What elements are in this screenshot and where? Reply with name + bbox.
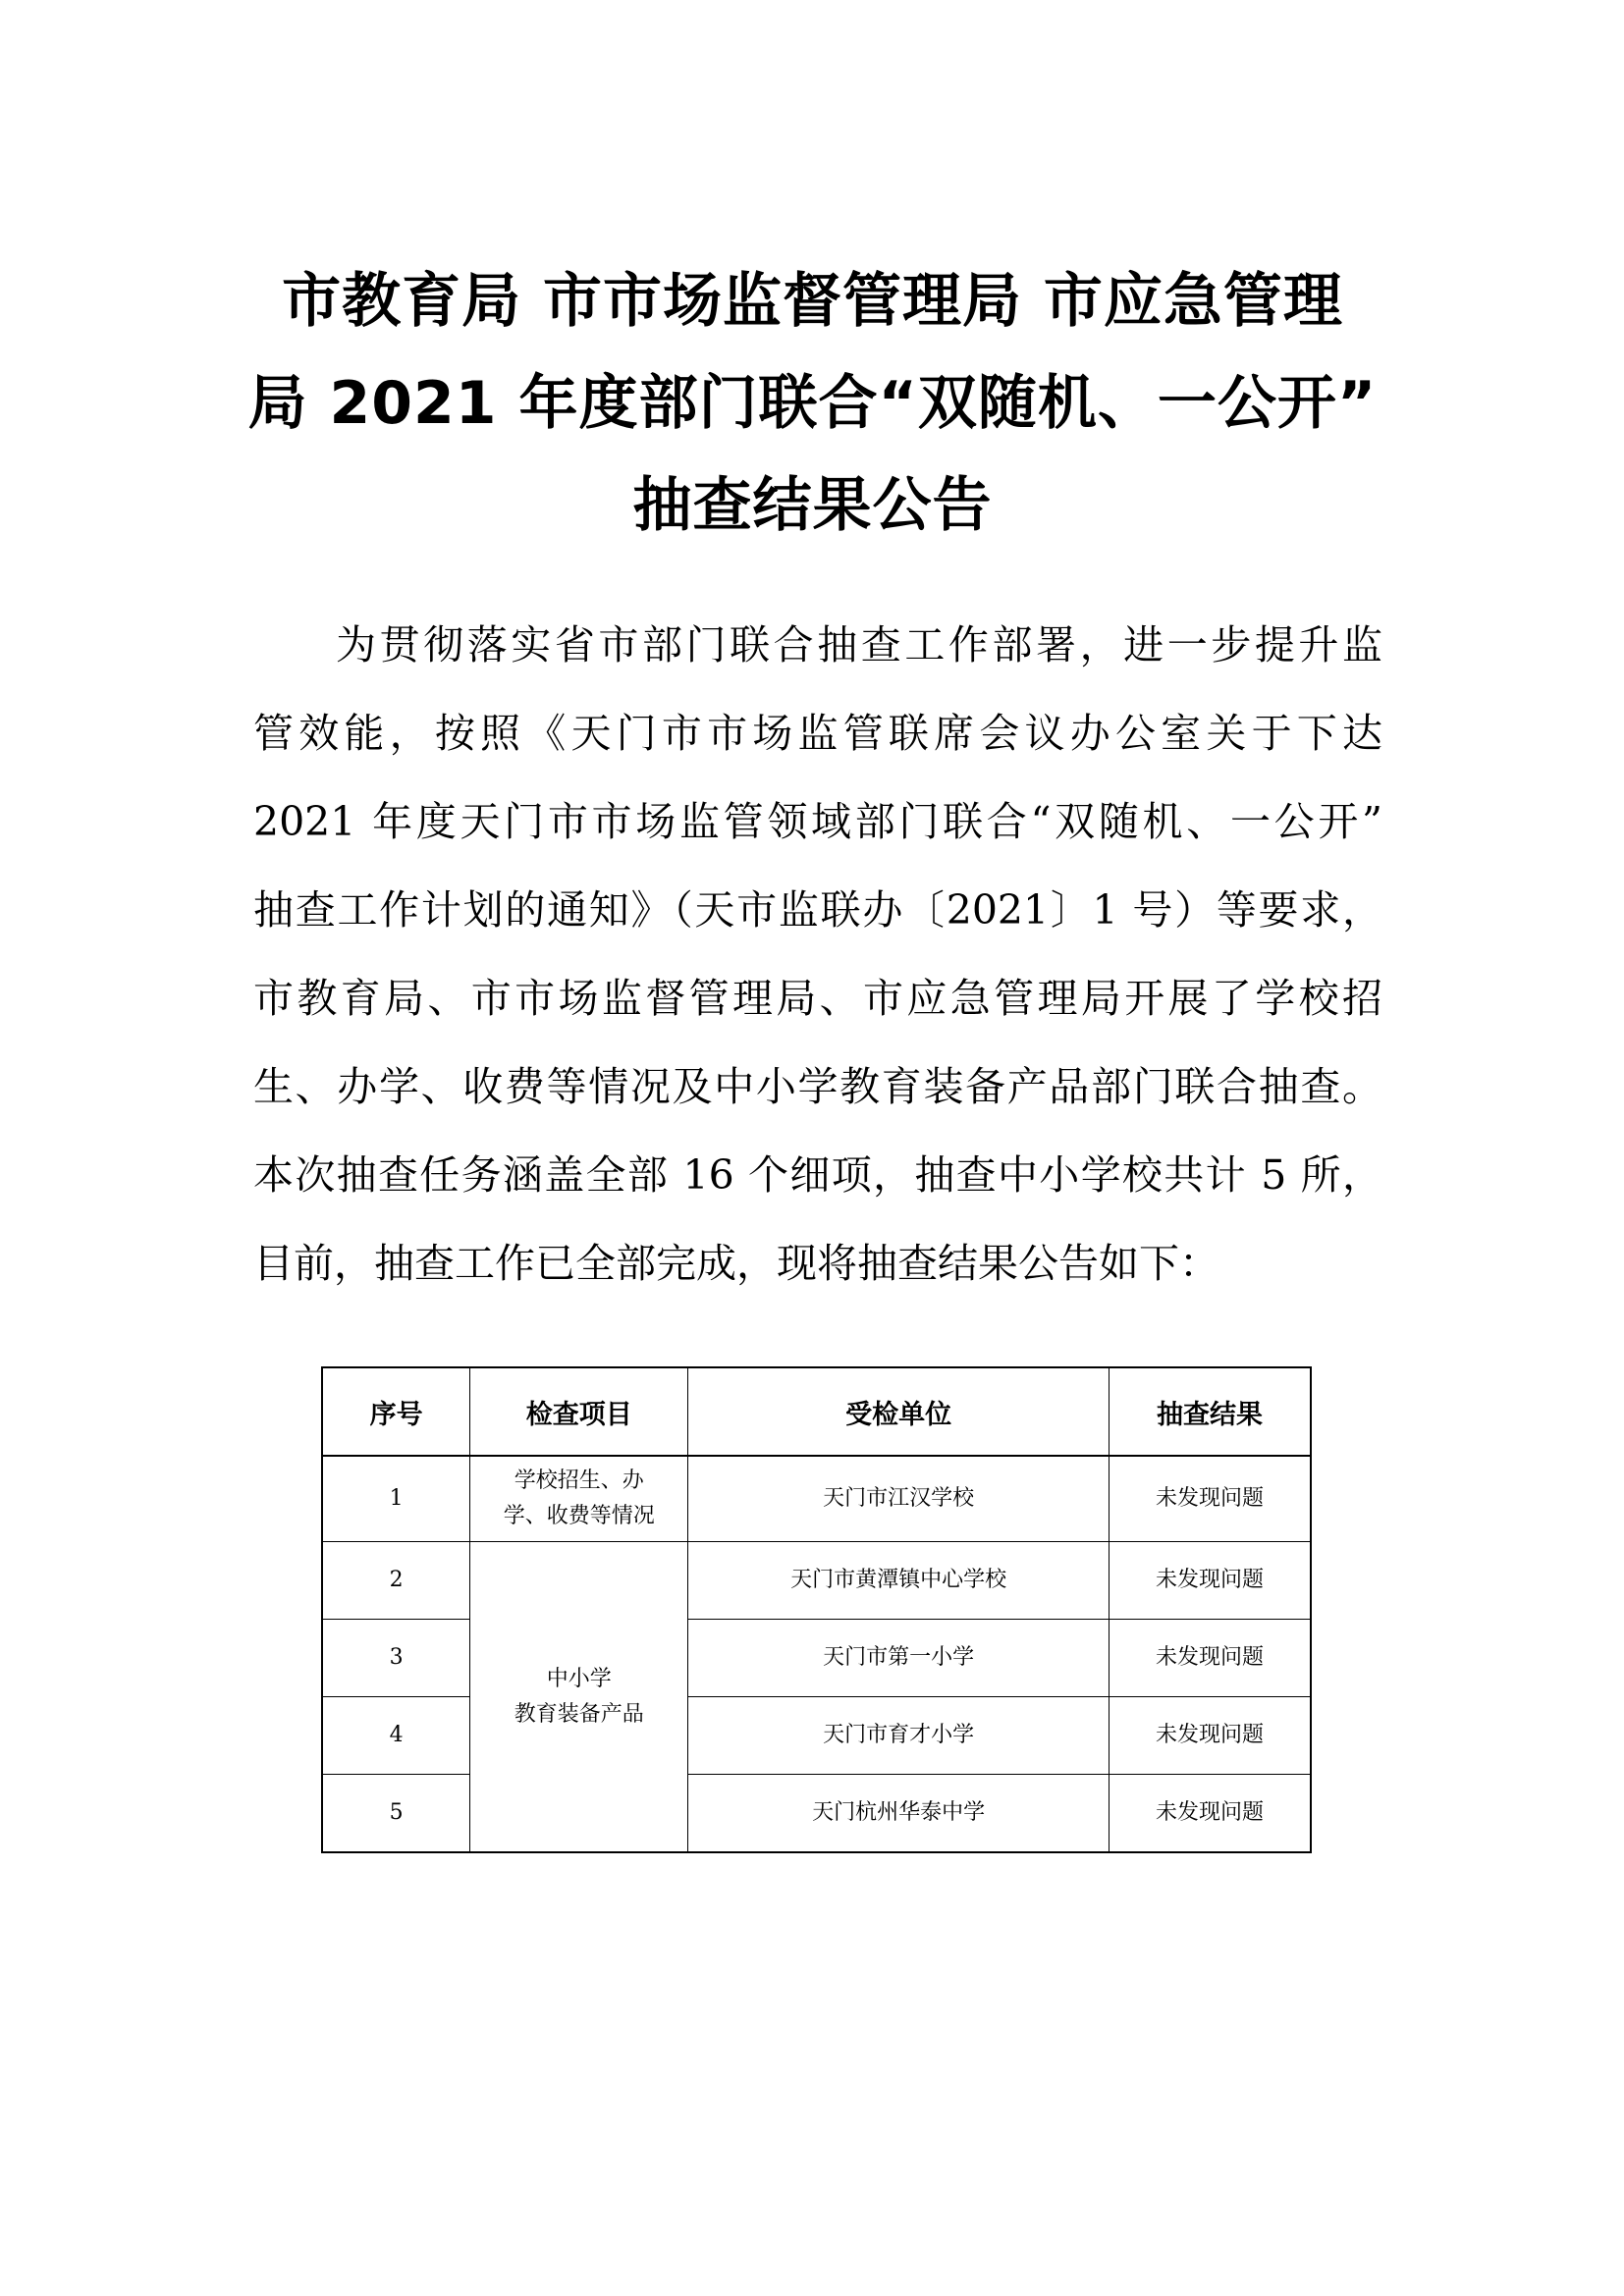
cell-unit: 天门市第一小学 <box>688 1620 1110 1697</box>
header-item: 检查项目 <box>470 1367 688 1456</box>
body-line: 市教育局、市市场监督管理局、市应急管理局开展了学校招 <box>253 975 1382 1022</box>
table-row <box>322 1542 1311 1620</box>
body-line: 抽查工作计划的通知》（天市监联办〔2021〕1 号）等要求， <box>253 886 1382 934</box>
cell-no: 1 <box>322 1456 470 1542</box>
cell-no: 5 <box>322 1775 470 1853</box>
table-header-row <box>322 1367 1311 1456</box>
announcement-title <box>241 250 1384 557</box>
cell-unit: 天门杭州华泰中学 <box>688 1775 1110 1853</box>
body-line: 生、办学、收费等情况及中小学教育装备产品部门联合抽查。 <box>253 1063 1382 1110</box>
announcement-body <box>253 601 1382 1308</box>
header-unit: 受检单位 <box>688 1367 1110 1456</box>
title-line: 抽查结果公告 <box>632 471 993 540</box>
results-table <box>321 1366 1312 1853</box>
cell-result: 未发现问题 <box>1109 1456 1311 1542</box>
header-result: 抽查结果 <box>1109 1367 1311 1456</box>
cell-result: 未发现问题 <box>1109 1542 1311 1620</box>
body-line: 为贯彻落实省市部门联合抽查工作部署，进一步提升监 <box>336 621 1382 668</box>
cell-item-line: 学校招生、办 <box>514 1468 644 1493</box>
cell-item-line: 中小学 <box>546 1666 612 1691</box>
cell-no: 3 <box>322 1620 470 1697</box>
cell-no: 4 <box>322 1697 470 1775</box>
cell-unit: 天门市育才小学 <box>688 1697 1110 1775</box>
cell-result: 未发现问题 <box>1109 1620 1311 1697</box>
cell-item <box>470 1456 688 1542</box>
title-line: 局 2021 年度部门联合“双随机、一公开” <box>247 369 1378 438</box>
title-line: 市教育局 市市场监督管理局 市应急管理 <box>282 267 1343 336</box>
cell-item-merged <box>470 1542 688 1853</box>
body-line: 管效能，按照《天门市市场监管联席会议办公室关于下达 <box>253 710 1382 757</box>
body-line: 本次抽查任务涵盖全部 16 个细项，抽查中小学校共计 5 所， <box>253 1151 1382 1199</box>
header-no: 序号 <box>322 1367 470 1456</box>
body-line: 2021 年度天门市市场监管领域部门联合“双随机、一公开” <box>253 798 1382 845</box>
body-line: 目前，抽查工作已全部完成，现将抽查结果公告如下： <box>253 1240 1219 1287</box>
cell-item-line: 学、收费等情况 <box>503 1504 655 1528</box>
cell-unit: 天门市江汉学校 <box>688 1456 1110 1542</box>
cell-unit: 天门市黄潭镇中心学校 <box>688 1542 1110 1620</box>
cell-no: 2 <box>322 1542 470 1620</box>
cell-result: 未发现问题 <box>1109 1775 1311 1853</box>
table-row <box>322 1456 1311 1542</box>
cell-result: 未发现问题 <box>1109 1697 1311 1775</box>
cell-item-line: 教育装备产品 <box>514 1701 644 1727</box>
